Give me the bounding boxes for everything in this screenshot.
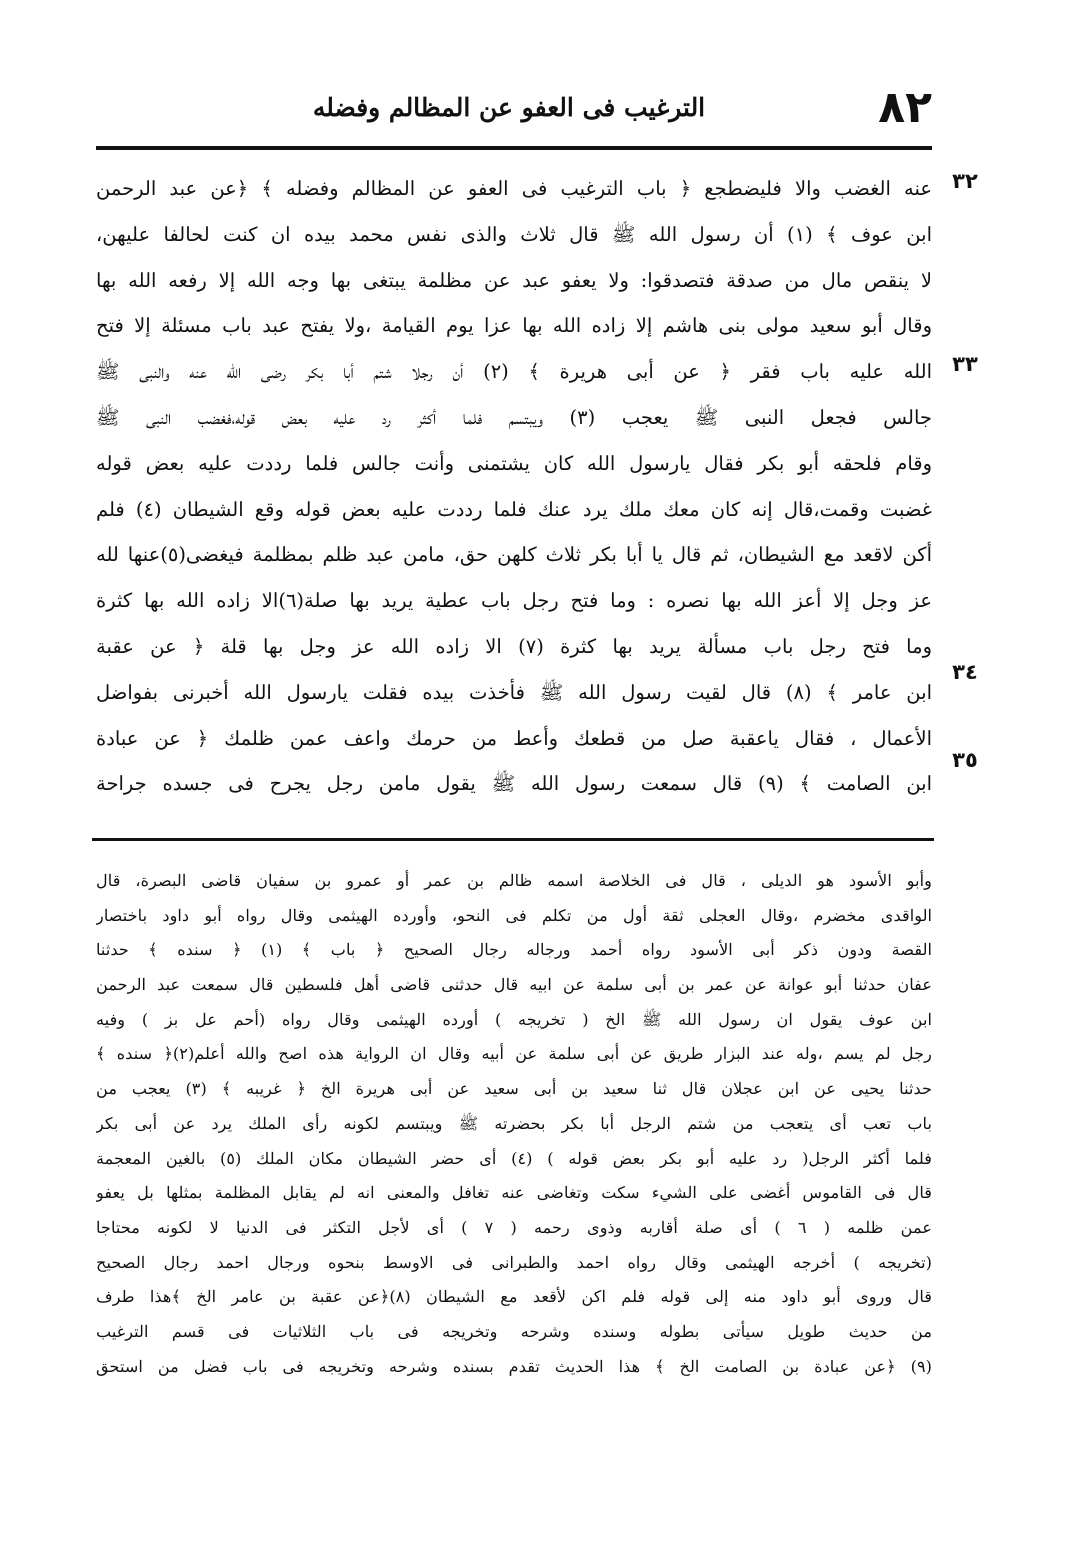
text-line: الأعمال ، فقال ياعقبة صل من قطعك وأعط من حرمك واعف عمن ظلمك ﴿ عن عبادة — [96, 726, 932, 750]
page-number: ٨٢ — [878, 82, 932, 133]
hadith-number: ٣٤ — [952, 660, 978, 684]
text-line: وقال أبو سعيد مولى بنى هاشم إلا زاده الله بها عزا يوم القيامة ،ولا يفتح عبد باب مسئلة إلا فتح — [96, 314, 932, 338]
note-line: القصة ودون ذكر أبى الأسود رواه أحمد ورجاله رجال الصحيح ﴿ باب ﴾ (١) ﴿ سنده ﴾ حدثنا — [96, 940, 932, 960]
text-line: الله عليه باب فقر ﴿ عن أبى هريرة ﴾ (٢) أن رجلا شتم أبا بكر رضى الله عنه والنبى ﷺ — [96, 360, 932, 384]
text-line: ابن عامر ﴾ (٨) قال لقيت رسول الله ﷺ فأخذت بيده فقلت يارسول الله أخبرنى بفواضل — [96, 680, 932, 704]
page-header — [96, 80, 932, 140]
text-line: غضبت وقمت،قال إنه كان معك ملك يرد عنك فلما رددت عليه بعض قوله وقع الشيطان (٤) فلم — [96, 497, 932, 521]
note-line: ابن عوف يقول ان رسول الله ﷺ الخ ( تخريجه ) أورده الهيثمى وقال رواه (أحم عل بز ) وفيه — [96, 1009, 932, 1029]
note-line: رجل لم يسم ،وله عند البزار طريق عن أبى سلمة عن أبيه وقال ان الرواية هذه اصح والله أعلم(٢)﴿ سنده ﴾ — [96, 1044, 932, 1064]
header-divider — [96, 146, 932, 150]
text-line: ابن الصامت ﴾ (٩) قال سمعت رسول الله ﷺ يقول مامن رجل يجرح فى جسده جراحة — [96, 772, 932, 796]
note-line: حدثنا يحيى عن ابن عجلان قال ثنا سعيد بن أبى سعيد عن أبى هريرة الخ ﴿ غريبه ﴾ (٣) يعجب من — [96, 1079, 932, 1099]
note-line: باب تعب أى يتعجب من شتم الرجل أبا بكر بحضرته ﷺ ويبتسم لكونه رأى الملك يرد عن أبى بكر — [96, 1113, 932, 1133]
text-line: وقام فلحقه أبو بكر فقال يارسول الله كان يشتمنى وأنت جالس فلما رددت عليه بعض قوله — [96, 451, 932, 475]
hadith-number: ٣٣ — [952, 352, 978, 376]
text-line: لا ينقص مال من صدقة فتصدقوا: ولا يعفو عبد عن مظلمة يبتغى بها وجه الله إلا رفعه الله بها — [96, 268, 932, 292]
running-title: الترغيب فى العفو عن المظالم وفضله — [312, 93, 706, 122]
note-line: عفان حدثنا أبو عوانة عن عمر بن أبى سلمة عن ابيه قال حدثنى قاضى أهل فلسطين قال سمعت عبد الرحمن — [96, 975, 932, 995]
note-line: فلما أكثر الرجل( رد عليه أبو بكر بعض قوله ) (٤) أى حضر الشيطان مكان الملك (٥) بالغين المعجمة — [96, 1148, 932, 1168]
text-line: عنه الغضب والا فليضطجع ﴿ باب الترغيب فى العفو عن المظالم وفضله ﴾ ﴿عن عبد الرحمن — [96, 177, 932, 200]
note-line: (تخريجه ) أخرجه الهيثمى وقال رواه احمد والطبرانى فى الاوسط بنحوه ورجال احمد رجال الصحيح — [96, 1252, 932, 1272]
note-line: قال وروى أبو داود منه إلى قوله فلم اكن لأقعد مع الشيطان (٨)﴿عن عقبة بن عامر الخ ﴾هذا طرف — [96, 1287, 932, 1307]
hadith-number: ٣٥ — [952, 748, 978, 772]
text-line: وما فتح رجل باب مسألة يريد بها كثرة (٧) الا زاده الله عز وجل بها قلة ﴿ عن عقبة — [96, 634, 932, 658]
note-line: عمن ظلمه ( ٦ ) أى صلة أقاربه وذوى رحمه ( ٧ ) أى لأجل التكثر فى الدنيا لا لكونه محتاجا — [96, 1217, 932, 1237]
note-line: الواقدى مخضرم ،وقال العجلى ثقة أول من تكلم فى النحو، وأورده الهيثمى وقال رواه أبو داود باختصار — [96, 905, 932, 925]
footnotes — [96, 864, 932, 1384]
footnote-divider — [92, 838, 934, 841]
text-line: ابن عوف ﴾ (١) أن رسول الله ﷺ قال ثلاث والذى نفس محمد بيده ان كنت لحالفا عليهن، — [96, 222, 932, 246]
hadith-number: ٣٢ — [952, 169, 978, 193]
note-line: قال فى القاموس أغضى على الشيء سكت وتغاضى عنه تغافل والمعنى انه لم يقابل المظلمة بمثلها بل يعفو — [96, 1183, 932, 1203]
note-line: من حديث طويل سيأتى بطوله وسنده وشرحه وتخريجه فى باب الثلاثيات فى قسم الترغيب — [96, 1321, 932, 1341]
text-line: عز وجل إلا أعز الله بها نصره : وما فتح رجل باب عطية يريد بها صلة(٦)الا زاده الله بها كثرة — [96, 589, 932, 613]
note-line: (٩) ﴿عن عبادة بن الصامت الخ ﴾ هذا الحديث تقدم بسنده وشرحه وتخريجه فى باب فضل من استحق — [96, 1356, 932, 1376]
text-line: جالس فجعل النبى ﷺ يعجب (٣) ويبتسم فلما أكثر رد عليه بعض قوله،فغضب النبى ﷺ — [96, 405, 932, 429]
main-text — [96, 166, 932, 807]
text-line: أكن لاقعد مع الشيطان، ثم قال يا أبا بكر ثلاث كلهن حق، مامن عبد ظلم بمظلمة فيغضى(٥)عنها لله — [96, 543, 932, 567]
note-line: وأبو الأسود هو الديلى ، قال فى الخلاصة اسمه ظالم بن عمر أو عمرو بن سفيان قاضى البصرة، قال — [96, 871, 932, 890]
